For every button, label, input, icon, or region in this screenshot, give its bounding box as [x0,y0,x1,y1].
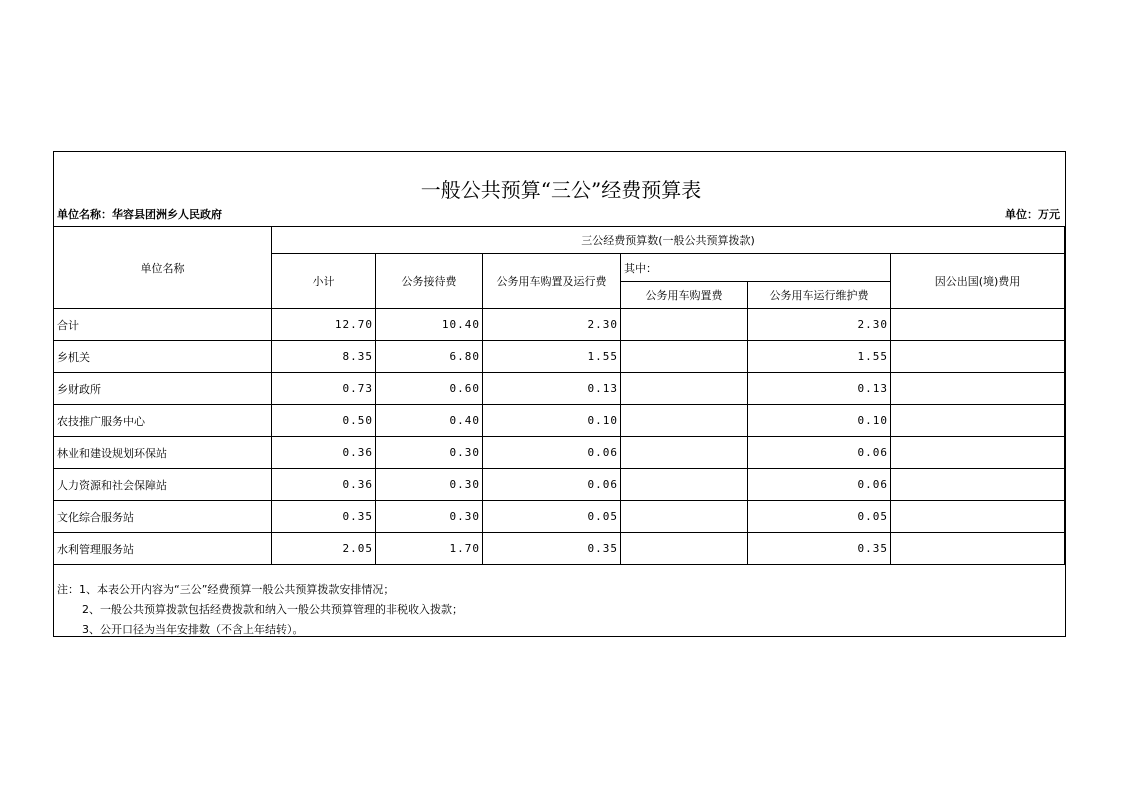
cell-unit-name: 文化综合服务站 [54,501,272,533]
cell-vehicle: 0.06 [483,437,621,469]
cell-vehicle: 0.13 [483,373,621,405]
budget-table [53,226,1065,565]
cell-subtotal: 0.73 [272,373,376,405]
header-vehicle-operation: 公务用车运行维护费 [748,282,891,309]
table-body [54,309,1065,565]
table-row [54,501,1065,533]
cell-subtotal: 8.35 [272,341,376,373]
header-vehicle-purchase: 公务用车购置费 [621,282,748,309]
header-subtotal: 小计 [272,254,376,309]
cell-unit-name: 乡机关 [54,341,272,373]
cell-unit-name: 水利管理服务站 [54,533,272,565]
cell-overseas [891,469,1065,501]
table-row [54,533,1065,565]
cell-vehicle-purchase [621,341,748,373]
cell-overseas [891,373,1065,405]
header-unit-name: 单位名称 [54,227,272,309]
cell-vehicle-operation: 2.30 [748,309,891,341]
note-line: 注：1、本表公开内容为“三公”经费预算一般公共预算拨款安排情况； [57,583,395,596]
cell-vehicle: 1.55 [483,341,621,373]
note-line: 2、一般公共预算拨款包括经费拨款和纳入一般公共预算管理的非税收入拨款； [82,603,463,616]
header-of-which: 其中： [621,254,891,282]
currency-unit-label: 单位：万元 [1005,208,1060,221]
table-row [54,469,1065,501]
cell-vehicle-purchase [621,437,748,469]
unit-name-label: 单位名称：华容县团洲乡人民政府 [57,208,222,221]
cell-vehicle-purchase [621,309,748,341]
cell-subtotal: 0.36 [272,469,376,501]
cell-overseas [891,501,1065,533]
cell-overseas [891,405,1065,437]
page-title: 一般公共预算“三公”经费预算表 [420,178,702,202]
cell-vehicle: 0.05 [483,501,621,533]
cell-unit-name: 林业和建设规划环保站 [54,437,272,469]
cell-vehicle-purchase [621,501,748,533]
cell-unit-name: 合计 [54,309,272,341]
cell-vehicle-purchase [621,533,748,565]
header-reception: 公务接待费 [376,254,483,309]
cell-unit-name: 人力资源和社会保障站 [54,469,272,501]
cell-overseas [891,533,1065,565]
cell-vehicle: 0.06 [483,469,621,501]
cell-subtotal: 2.05 [272,533,376,565]
cell-reception: 0.60 [376,373,483,405]
cell-reception: 10.40 [376,309,483,341]
cell-vehicle: 0.10 [483,405,621,437]
table-row [54,373,1065,405]
cell-vehicle-operation: 0.35 [748,533,891,565]
header-group: 三公经费预算数(一般公共预算拨款) [272,227,1065,254]
cell-reception: 0.40 [376,405,483,437]
cell-vehicle-operation: 0.06 [748,469,891,501]
cell-overseas [891,309,1065,341]
cell-subtotal: 0.50 [272,405,376,437]
cell-vehicle-operation: 0.10 [748,405,891,437]
cell-reception: 0.30 [376,501,483,533]
cell-vehicle-purchase [621,469,748,501]
cell-subtotal: 12.70 [272,309,376,341]
cell-overseas [891,341,1065,373]
table-row [54,405,1065,437]
cell-unit-name: 乡财政所 [54,373,272,405]
cell-vehicle-operation: 0.06 [748,437,891,469]
cell-vehicle-purchase [621,373,748,405]
cell-vehicle: 0.35 [483,533,621,565]
cell-unit-name: 农技推广服务中心 [54,405,272,437]
cell-reception: 0.30 [376,469,483,501]
cell-reception: 0.30 [376,437,483,469]
cell-vehicle-operation: 0.05 [748,501,891,533]
cell-reception: 1.70 [376,533,483,565]
header-overseas: 因公出国(境)费用 [891,254,1065,309]
cell-overseas [891,437,1065,469]
cell-subtotal: 0.35 [272,501,376,533]
notes [57,580,463,640]
header-vehicle: 公务用车购置及运行费 [483,254,621,309]
cell-vehicle-operation: 1.55 [748,341,891,373]
note-line: 3、公开口径为当年安排数（不含上年结转）。 [82,623,304,636]
cell-vehicle-purchase [621,405,748,437]
table-row [54,341,1065,373]
cell-vehicle: 2.30 [483,309,621,341]
cell-subtotal: 0.36 [272,437,376,469]
cell-reception: 6.80 [376,341,483,373]
table-row [54,437,1065,469]
table-row [54,309,1065,341]
cell-vehicle-operation: 0.13 [748,373,891,405]
